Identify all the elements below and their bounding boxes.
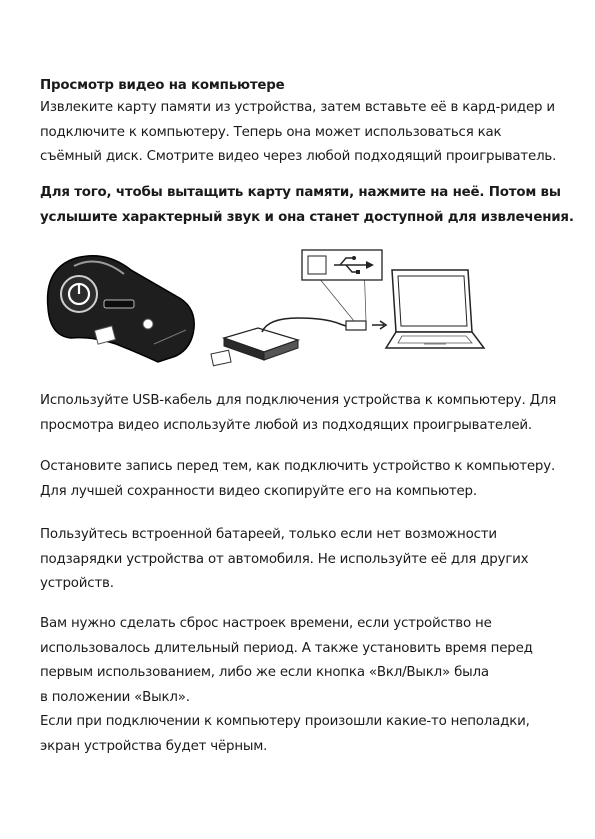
section-heading: Просмотр видео на компьютере <box>40 78 285 93</box>
reset-line: использовалось длительный период. А также установить время перед <box>40 640 533 656</box>
reset-line: Вам нужно сделать сброс настроек времени, если устройство не <box>40 616 492 631</box>
reset-line: Если при подключении к компьютеру произошли какие-то неполадки, <box>40 714 530 729</box>
intro-paragraph <box>40 96 560 170</box>
usb-line: Используйте USB-кабель для подключения устройства к компьютеру. Для <box>40 393 557 408</box>
usb-plug-icon <box>346 321 366 330</box>
intro-line: подключите к компьютеру. Теперь она может использоваться как <box>40 124 502 140</box>
reset-line: экран устройства будет чёрным. <box>40 738 268 754</box>
remove-card-line: услышите характерный звук и она станет доступной для извлечения. <box>40 210 574 225</box>
time-reset-paragraph <box>40 612 560 759</box>
intro-line: Извлеките карту памяти из устройства, затем вставьте её в кард-ридер и <box>40 100 555 115</box>
reset-line: первым использованием, либо же если кнопка «Вкл/Выкл» была <box>40 665 489 680</box>
dashcam-device <box>48 256 195 362</box>
intro-line: съёмный диск. Смотрите видео через любой подходящий проигрыватель. <box>40 149 557 164</box>
stop-recording-paragraph <box>40 455 560 504</box>
remove-card-paragraph <box>40 180 574 230</box>
reset-line: в положении «Выкл». <box>40 689 190 705</box>
remove-card-line: Для того, чтобы вытащить карту памяти, нажмите на неё. Потом вы <box>40 185 561 200</box>
arrow-right-icon <box>372 321 386 329</box>
connection-illustration <box>36 248 516 378</box>
battery-line: подзарядки устройства от автомобиля. Не используйте её для других <box>40 551 529 567</box>
usb-paragraph <box>40 389 560 438</box>
stop-line: Остановите запись перед тем, как подключить устройство к компьютеру. <box>40 459 556 474</box>
battery-line: устройств. <box>40 576 114 591</box>
laptop-computer <box>386 270 484 348</box>
usb-line: просмотра видео используйте любой из подходящих проигрывателей. <box>40 417 532 433</box>
stop-line: Для лучшей сохранности видео скопируйте его на компьютер. <box>40 483 477 499</box>
battery-line: Пользуйтесь встроенной батареей, только если нет возможности <box>40 527 497 542</box>
card-reader <box>211 328 298 366</box>
usb-connector-closeup <box>302 250 382 280</box>
battery-paragraph <box>40 523 560 597</box>
usb-cable <box>262 318 346 332</box>
